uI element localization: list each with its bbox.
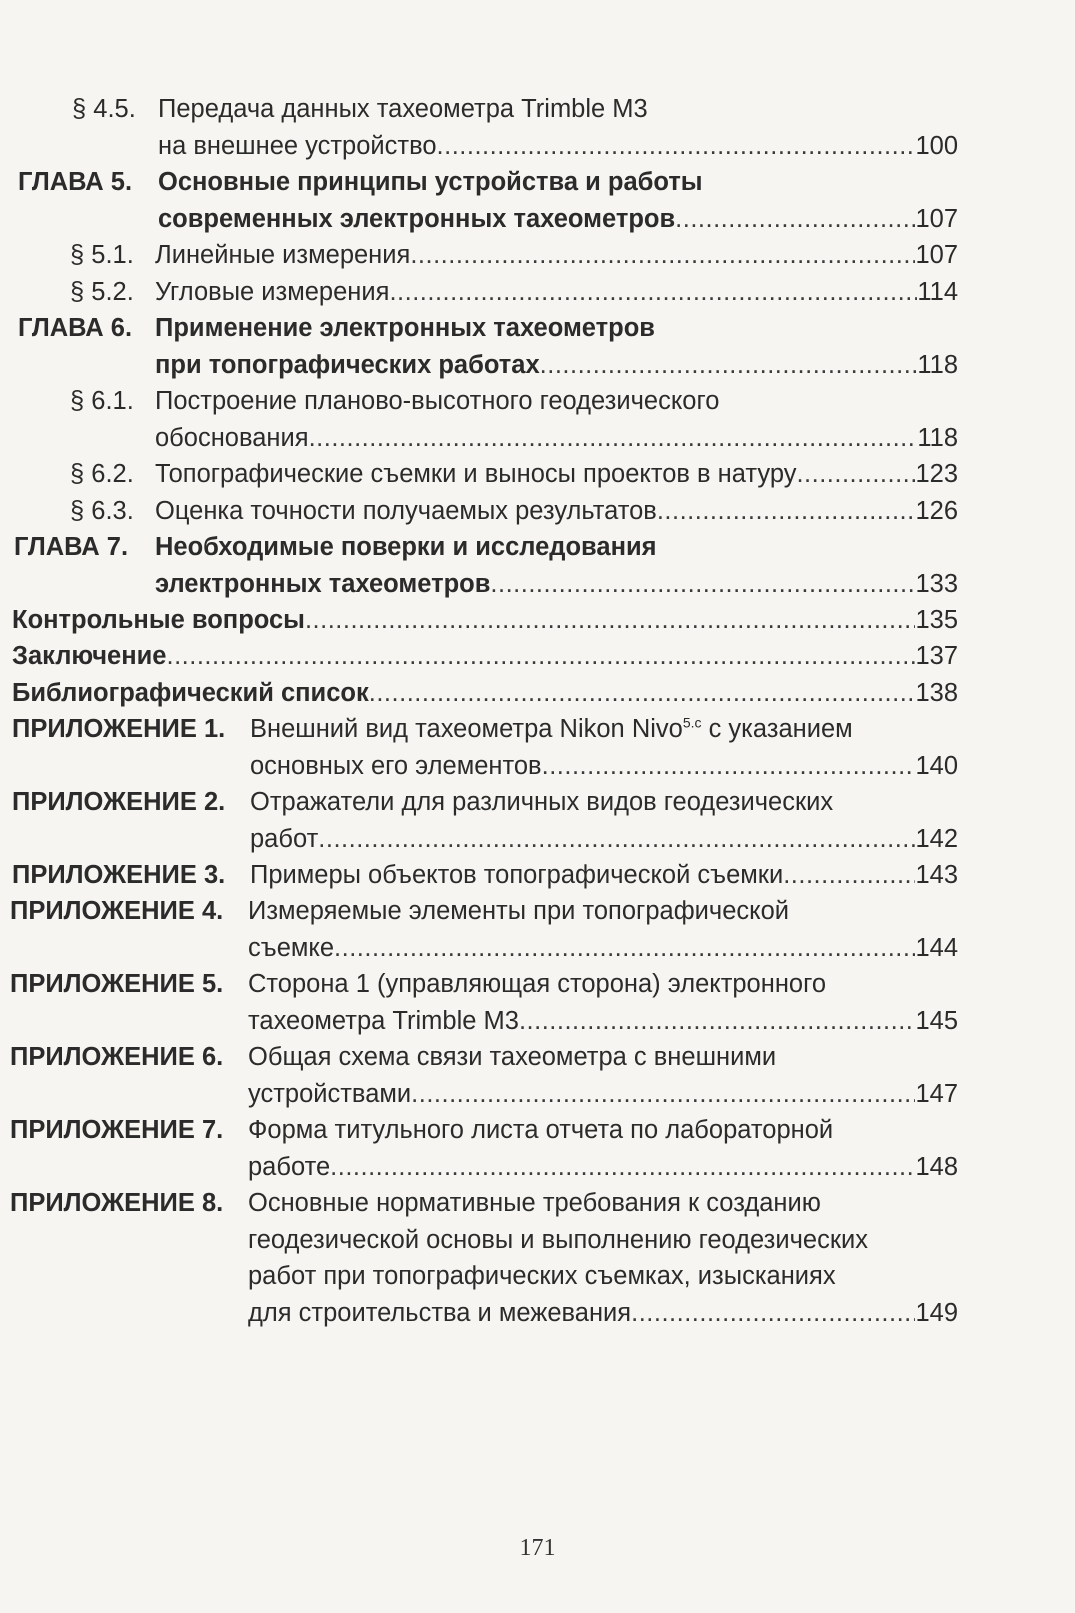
toc-entry-title: Основные принципы устройства и работы (158, 168, 703, 196)
toc-page-number: 107 (915, 241, 958, 269)
toc-entry-title: Применение электронных тахеометров (155, 314, 655, 342)
toc-entry-line (248, 1223, 868, 1257)
toc-entry-line (158, 92, 648, 126)
toc-entry-title: для строительства и межевания (248, 1298, 632, 1327)
toc-entry-line (155, 530, 657, 564)
toc-entry-title: на внешнее устройство (158, 131, 437, 160)
toc-entry-last-line (250, 749, 958, 783)
toc-entry-title: при топографических работах (155, 350, 540, 379)
toc-entry-title: Оценка точности получаемых результатов (155, 497, 657, 525)
toc-entry-title: Форма титульного листа отчета по лабораторной (248, 1116, 834, 1144)
dot-leader (330, 1150, 915, 1184)
toc-entry-line (250, 712, 853, 746)
dot-leader (411, 1077, 915, 1111)
dot-leader (437, 129, 916, 163)
dot-leader (540, 348, 918, 382)
toc-page-number: 145 (915, 1006, 958, 1035)
toc-page-number: 114 (917, 278, 958, 306)
toc-entry-label: ПРИЛОЖЕНИЕ 5. (10, 970, 224, 998)
dot-leader (318, 822, 915, 856)
dot-leader (334, 931, 915, 965)
page-number: 171 (519, 1535, 556, 1561)
dot-leader (369, 676, 916, 710)
toc-page-number: 118 (917, 423, 958, 452)
dot-leader (657, 494, 916, 528)
toc-entry-title: геодезической основы и выполнению геодезических (248, 1225, 868, 1254)
toc-entry-label: ГЛАВА 6. (18, 314, 133, 342)
toc-entry-label: ГЛАВА 5. (18, 168, 133, 196)
toc-page-number: 140 (915, 751, 958, 780)
toc-page-number: 135 (915, 606, 958, 634)
dot-leader (675, 202, 915, 236)
toc-page-number: 143 (915, 861, 958, 889)
dot-leader (389, 275, 917, 309)
toc-entry-label: ПРИЛОЖЕНИЕ 1. (12, 715, 226, 743)
toc-entry-title: тахеометра Trimble M3 (248, 1006, 519, 1035)
toc-entry-line (248, 894, 789, 928)
toc-entry-label: ПРИЛОЖЕНИЕ 2. (12, 788, 226, 816)
toc-page-number: 147 (915, 1079, 958, 1108)
toc-entry-label: § 6.1. (70, 387, 134, 415)
toc-entry-label: § 6.2. (70, 460, 134, 488)
toc-page-number: 126 (915, 497, 958, 525)
toc-entry-title: Контрольные вопросы (12, 606, 305, 634)
toc-page-number: 148 (915, 1152, 958, 1181)
toc-entry-label: ПРИЛОЖЕНИЕ 7. (10, 1116, 224, 1144)
toc-entry-last-line (248, 1296, 958, 1330)
toc-page-number: 149 (915, 1298, 958, 1327)
toc-entry-title: Заключение (12, 642, 167, 670)
toc-entry-last-line (12, 603, 958, 637)
toc-entry-line (158, 165, 703, 199)
toc-entry-line (248, 967, 826, 1001)
dot-leader (305, 603, 915, 637)
toc-page-number: 100 (915, 131, 958, 160)
toc-entry-last-line (12, 639, 958, 673)
toc-entry-last-line (155, 238, 958, 272)
toc-page-number: 118 (917, 350, 958, 379)
toc-entry-title: Топографические съемки и выносы проектов в натуру (155, 460, 797, 488)
toc-entry-title: Библиографический список (12, 679, 369, 707)
toc-entry-title: работ при топографических съемках, изысканиях (248, 1262, 836, 1290)
toc-entry-title-cont: с указанием (701, 715, 853, 743)
toc-entry-title: Внешний вид тахеометра Nikon Nivo (250, 715, 683, 743)
toc-page-number: 133 (915, 569, 958, 598)
toc-entry-line (248, 1113, 833, 1147)
toc-entry-title: Угловые измерения (155, 278, 390, 306)
toc-page-number: 123 (915, 460, 958, 488)
toc-entry-last-line (155, 275, 958, 309)
toc-entry-title: обоснования (155, 423, 309, 452)
dot-leader (166, 639, 915, 673)
toc-entry-label: ПРИЛОЖЕНИЕ 3. (12, 861, 226, 889)
toc-entry-title: съемке (248, 933, 335, 962)
toc-entry-title: Необходимые поверки и исследования (155, 533, 657, 561)
toc-entry-last-line (158, 202, 958, 236)
dot-leader (519, 1004, 915, 1038)
dot-leader (410, 238, 915, 272)
toc-entry-line (248, 1259, 836, 1293)
toc-entry-last-line (158, 129, 958, 163)
dot-leader (490, 567, 915, 601)
toc-entry-last-line (248, 1004, 958, 1038)
superscript: 5.c (682, 714, 702, 731)
toc-entry-line (155, 311, 655, 345)
toc-page-number: 144 (915, 933, 958, 962)
toc-entry-title: Общая схема связи тахеометра с внешними (248, 1043, 777, 1071)
toc-entry-title: Передача данных тахеометра Trimble M3 (158, 95, 648, 123)
toc-entry-title: Сторона 1 (управляющая сторона) электронного (248, 970, 827, 998)
toc-entry-last-line (155, 457, 958, 491)
toc-page-number: 107 (915, 204, 958, 233)
toc-entry-title: основных его элементов (250, 751, 542, 780)
dot-leader (796, 457, 915, 491)
toc-entry-title: Отражатели для различных видов геодезических (250, 788, 834, 816)
dot-leader (783, 858, 915, 892)
toc-page-number: 137 (915, 642, 958, 670)
toc-entry-label: § 4.5. (72, 95, 136, 123)
toc-entry-title: Построение планово-высотного геодезического (155, 387, 720, 415)
toc-entry-title: современных электронных тахеометров (158, 204, 676, 233)
toc-entry-line (248, 1040, 776, 1074)
toc-entry-title: Измеряемые элементы при топографической (248, 897, 790, 925)
toc-entry-line (155, 384, 719, 418)
dot-leader (542, 749, 916, 783)
toc-entry-line (248, 1186, 821, 1220)
toc-entry-label: ГЛАВА 7. (14, 533, 129, 561)
toc-entry-title: Основные нормативные требования к созданию (248, 1189, 821, 1217)
toc-entry-line (250, 785, 833, 819)
toc-entry-label: § 5.2. (70, 278, 134, 306)
toc-entry-label: ПРИЛОЖЕНИЕ 4. (10, 897, 224, 925)
toc-entry-title: устройствами (248, 1079, 412, 1108)
toc-entry-label: § 6.3. (70, 497, 134, 525)
toc-entry-label: § 5.1. (70, 241, 134, 269)
toc-page-number: 142 (915, 824, 958, 853)
toc-entry-title: электронных тахеометров (155, 569, 491, 598)
toc-entry-last-line (155, 348, 958, 382)
toc-entry-title: Примеры объектов топографической съемки (250, 861, 784, 889)
toc-entry-label: ПРИЛОЖЕНИЕ 6. (10, 1043, 224, 1071)
toc-entry-title: Линейные измерения (155, 241, 411, 269)
toc-entry-last-line (250, 858, 958, 892)
toc-entry-last-line (248, 1150, 958, 1184)
dot-leader (631, 1296, 915, 1330)
toc-entry-last-line (155, 494, 958, 528)
toc-entry-last-line (155, 567, 958, 601)
toc-entry-last-line (248, 931, 958, 965)
toc-entry-title: работе (248, 1152, 331, 1181)
toc-entry-last-line (250, 822, 958, 856)
toc-entry-label: ПРИЛОЖЕНИЕ 8. (10, 1189, 224, 1217)
toc-entry-last-line (12, 676, 958, 710)
toc-page-number: 138 (915, 679, 958, 707)
toc-entry-last-line (155, 421, 958, 455)
toc-entry-last-line (248, 1077, 958, 1111)
dot-leader (309, 421, 918, 455)
toc-entry-title: работ (250, 824, 319, 853)
